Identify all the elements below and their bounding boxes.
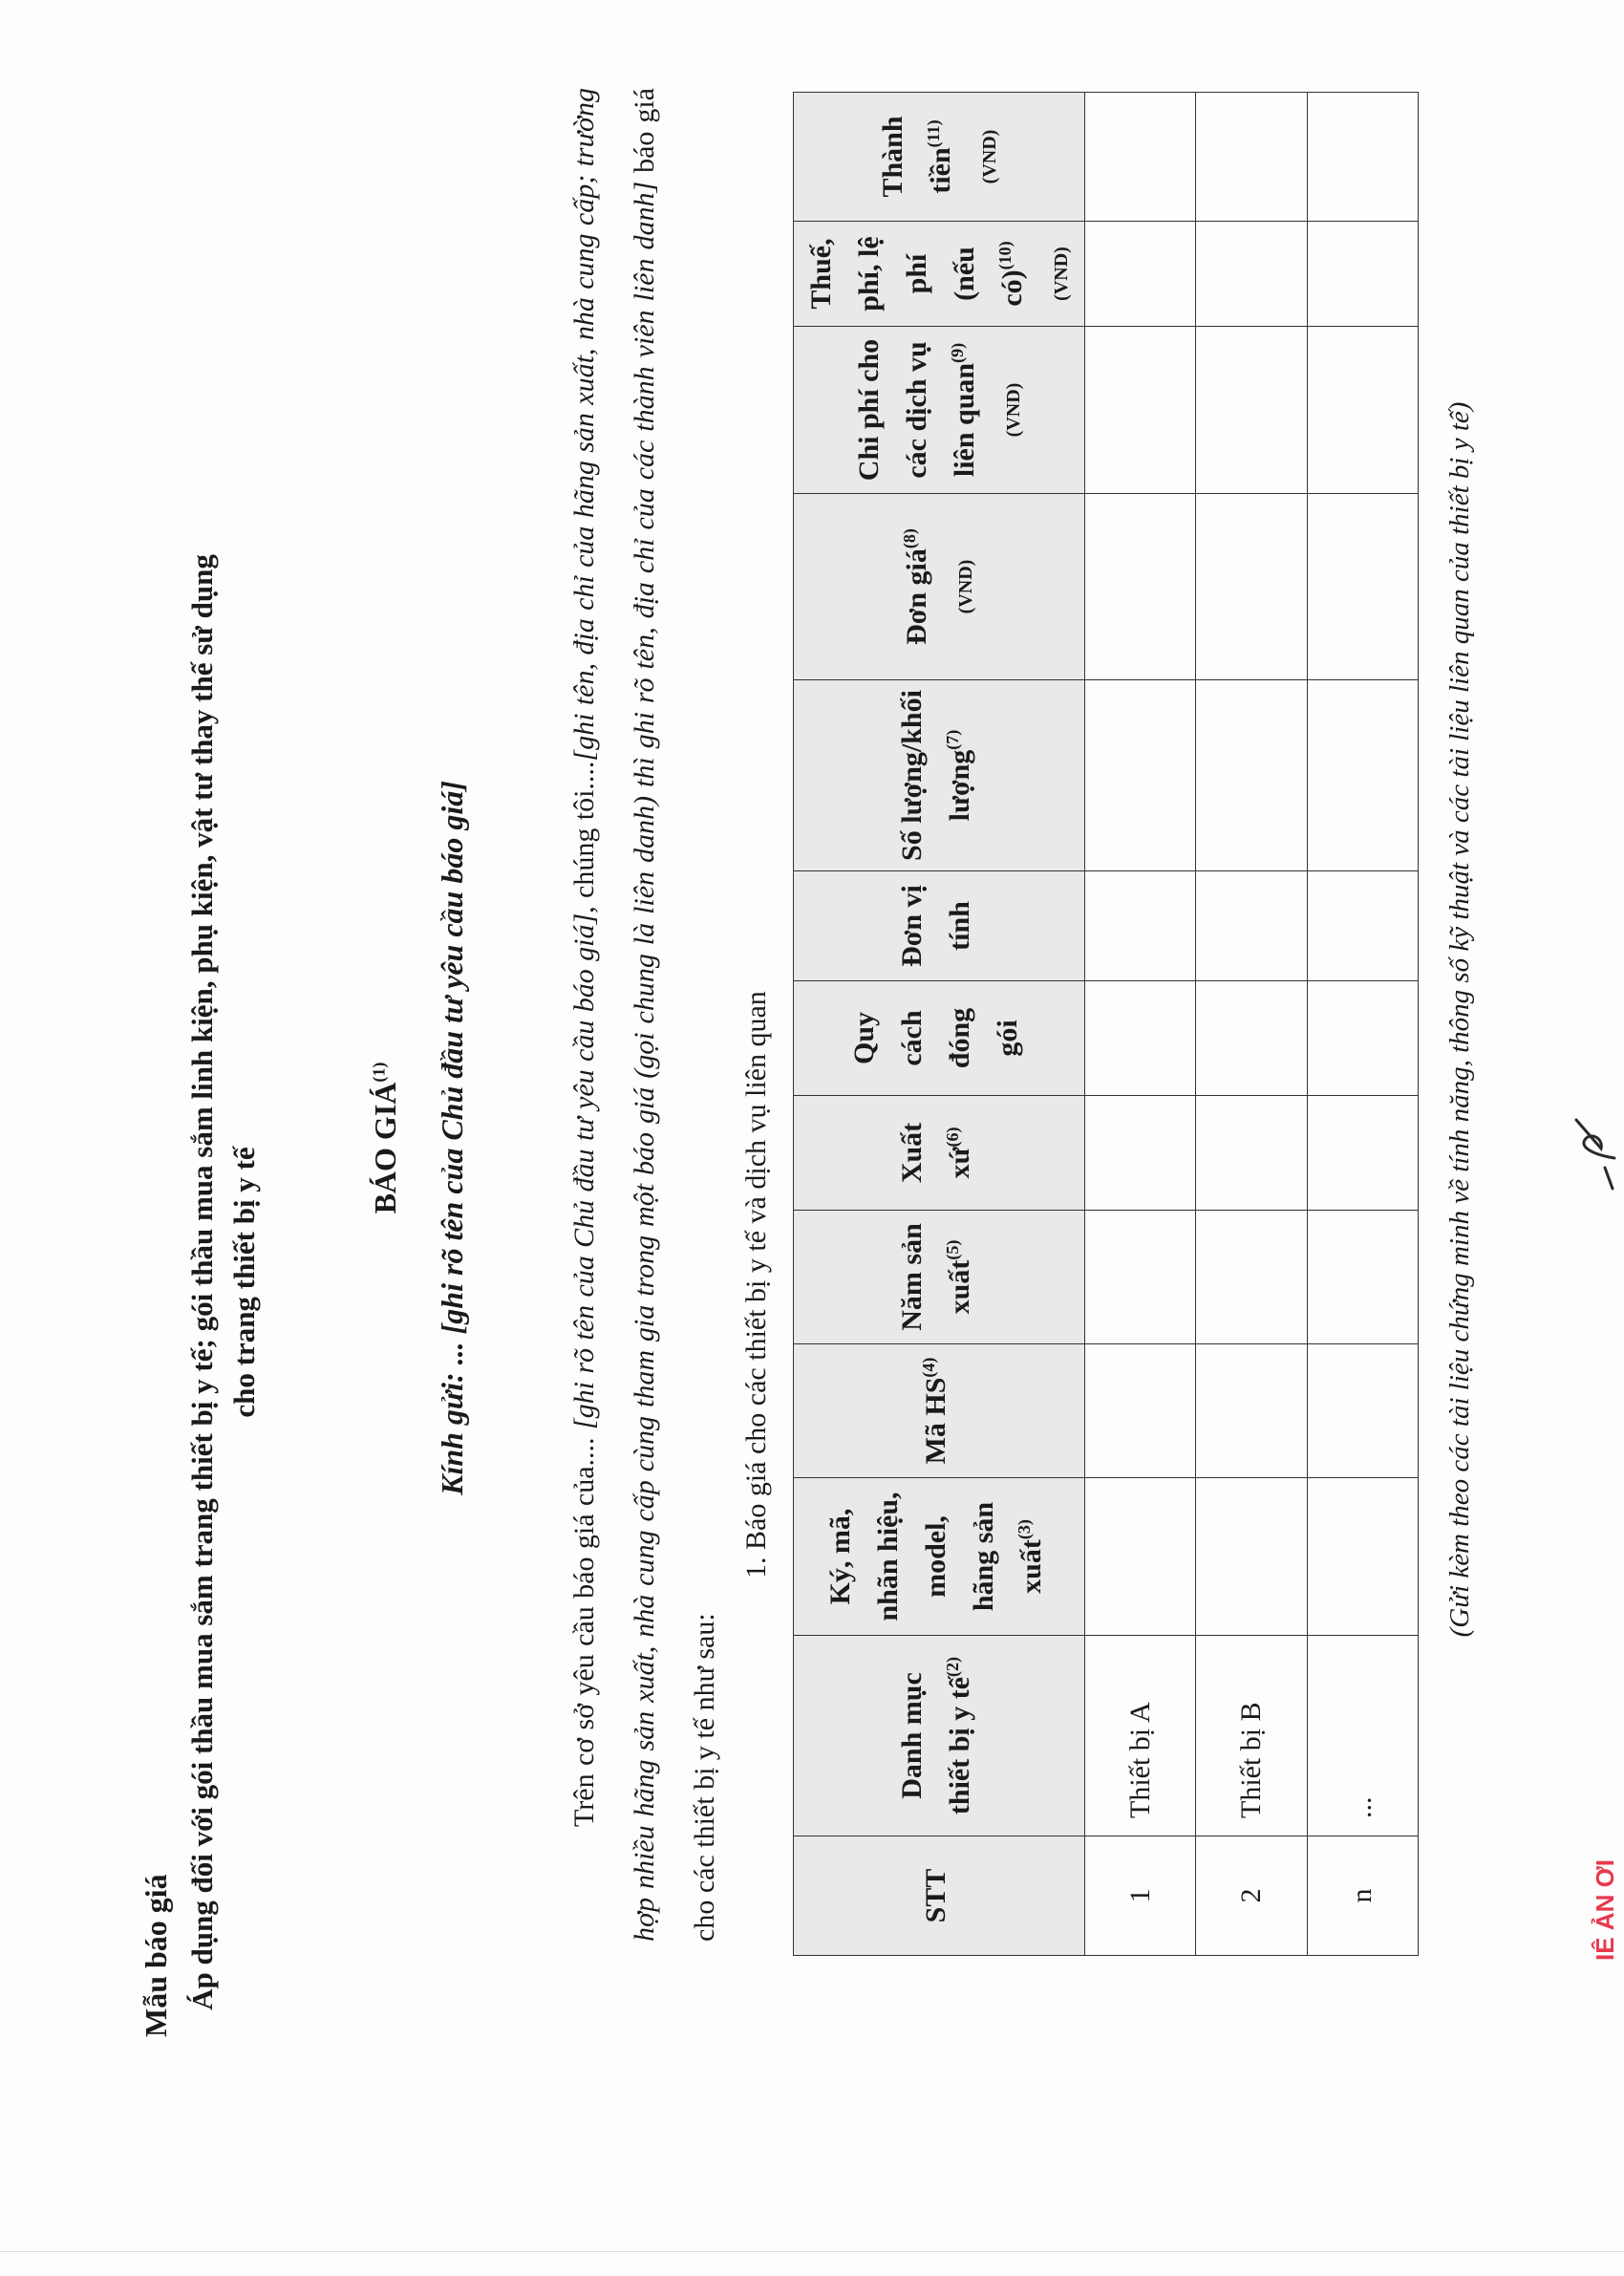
- row-stt: n: [1307, 1836, 1418, 1956]
- empty-cell: [1196, 680, 1307, 871]
- empty-cell: [1196, 981, 1307, 1096]
- col-hs-code-header: Mã HS$^{(4)}$: [794, 1344, 1085, 1478]
- empty-cell: [1085, 1211, 1196, 1344]
- empty-cell: [1196, 93, 1307, 222]
- attachment-note: (Gửi kèm theo các tài liệu chứng minh về tính năng, thông số kỹ thuật và các tài liệu liên quan của thiết bị y tế): [1444, 401, 1475, 1638]
- title-footnote: (1): [369, 1062, 389, 1083]
- empty-cell: [1196, 1096, 1307, 1211]
- empty-cell: [1307, 871, 1418, 981]
- col-service-cost-header: Chi phí cho các dịch vụ liên quan$^{(9)}$ (VND): [794, 327, 1085, 494]
- empty-cell: [1196, 1478, 1307, 1636]
- col-packing-header: Quy cách đóng gói: [794, 981, 1085, 1096]
- intro-placeholder-owner: [ghi rõ tên của Chủ đầu tư yêu cầu báo giá]: [568, 913, 600, 1430]
- row-item: ...: [1307, 1636, 1418, 1836]
- empty-cell: [1196, 1344, 1307, 1478]
- empty-cell: [1196, 1211, 1307, 1344]
- empty-cell: [1085, 981, 1196, 1096]
- quote-table: [793, 92, 1419, 1956]
- empty-cell: [1196, 871, 1307, 981]
- row-stt: 2: [1196, 1836, 1307, 1956]
- intro-text-1: Trên cơ sở yêu cầu báo giá của....: [568, 1429, 600, 1827]
- empty-cell: [1085, 871, 1196, 981]
- empty-cell: [1307, 1344, 1418, 1478]
- form-label: Mẫu báo giá: [139, 1874, 173, 2037]
- empty-cell: [1085, 93, 1196, 222]
- col-unit-header: Đơn vị tính: [794, 871, 1085, 981]
- empty-cell: [1307, 1211, 1418, 1344]
- stamp-text: IÊ ẢN ƠI: [1591, 1859, 1619, 1961]
- section-1-title: 1. Báo giá cho các thiết bị y tế và dịch vụ liên quan: [740, 991, 772, 1578]
- empty-cell: [1307, 1096, 1418, 1211]
- row-stt: 1: [1085, 1836, 1196, 1956]
- empty-cell: [1085, 680, 1196, 871]
- empty-cell: [1085, 222, 1196, 327]
- col-year-header: Năm sản xuất$^{(5)}$: [794, 1211, 1085, 1344]
- empty-cell: [1085, 1478, 1196, 1636]
- table-row: [1085, 93, 1196, 1956]
- row-item: Thiết bị B: [1196, 1636, 1307, 1836]
- col-total-header: Thành tiền$^{(11)}$ (VND): [794, 93, 1085, 222]
- empty-cell: [1196, 494, 1307, 680]
- table-header-row: [794, 93, 1085, 1956]
- applicability-statement: Áp dụng đối với gói thầu mua sắm trang thiết bị y tế; gói thầu mua sắm linh kiện, phụ kiện, vật tư thay thế sử dụng cho trang thiết bị y tế: [185, 554, 261, 2010]
- empty-cell: [1085, 1344, 1196, 1478]
- table-row: [1196, 93, 1307, 1956]
- handwritten-initial-icon: [1567, 1110, 1624, 1196]
- col-stt-header: STT: [794, 1836, 1085, 1956]
- empty-cell: [1196, 327, 1307, 494]
- col-unit-price-header: Đơn giá$^{(8)}$ (VND): [794, 494, 1085, 680]
- scan-edge-line: [0, 2251, 1624, 2252]
- table-row: [1307, 93, 1418, 1956]
- empty-cell: [1307, 222, 1418, 327]
- col-origin-header: Xuất xứ$^{(6)}$: [794, 1096, 1085, 1211]
- empty-cell: [1196, 222, 1307, 327]
- row-item: Thiết bị A: [1085, 1636, 1196, 1836]
- col-quantity-header: Số lượng/khối lượng$^{(7)}$: [794, 680, 1085, 871]
- intro-text-2: , chúng tôi....: [568, 761, 600, 913]
- empty-cell: [1085, 494, 1196, 680]
- empty-cell: [1085, 1096, 1196, 1211]
- intro-text-3: báo giá cho các thiết bị y tế như sau:: [629, 88, 720, 1942]
- intro-placeholder-supplier: [ghi tên, địa chỉ của hãng sản xuất, nhà cung cấp; trường hợp nhiều hãng sản xuất, nhà cung cấp cùng tham gia trong một báo giá (gọi chung là liên danh) thì ghi rõ tên, địa chỉ của các thành viên liên danh]: [568, 88, 660, 1942]
- empty-cell: [1307, 981, 1418, 1096]
- empty-cell: [1307, 1478, 1418, 1636]
- empty-cell: [1307, 93, 1418, 222]
- col-tax-header: Thuế, phí, lệ phí (nếu có)$^{(10)}$ (VND): [794, 222, 1085, 327]
- col-category-header: Danh mục thiết bị y tế$^{(2)}$: [794, 1636, 1085, 1836]
- document-title: [368, 0, 403, 2276]
- empty-cell: [1307, 680, 1418, 871]
- empty-cell: [1307, 327, 1418, 494]
- empty-cell: [1085, 327, 1196, 494]
- intro-paragraph: [554, 88, 735, 1942]
- empty-cell: [1307, 494, 1418, 680]
- title-text: BÁO GIÁ: [368, 1082, 402, 1214]
- recipient-line: Kính gửi: ... [ghi rõ tên của Chủ đầu tư yêu cầu báo giá]: [435, 781, 469, 1495]
- col-model-header: Ký, mã, nhãn hiệu, model, hãng sản xuất$^{(3)}$: [794, 1478, 1085, 1636]
